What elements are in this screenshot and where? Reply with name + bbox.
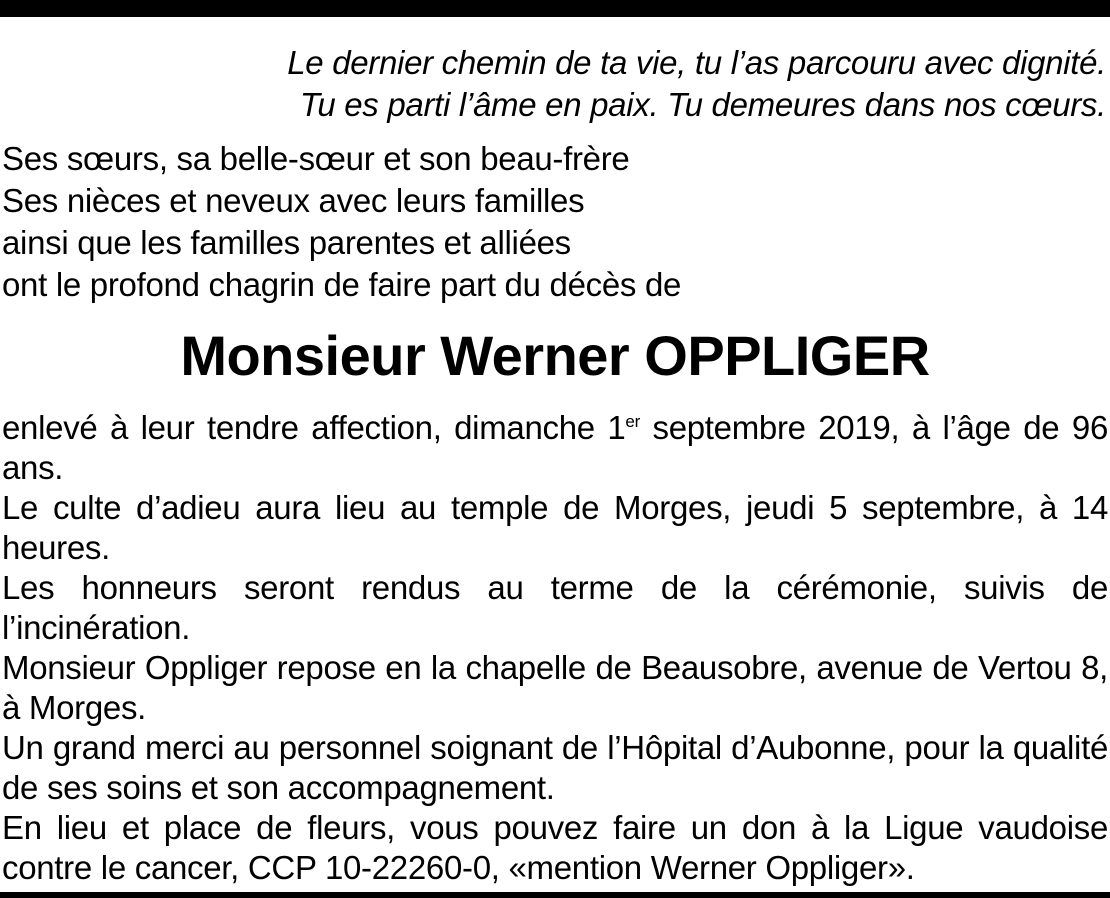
ordinal-superscript: er <box>625 412 640 431</box>
death-notice-paragraph <box>2 408 1108 488</box>
death-notice-text-end: septembre 2019, à l’âge de 96 ans. <box>2 409 1108 486</box>
announcer-line: ont le profond chagrin de faire part du décès de <box>2 266 682 303</box>
epigraph-line: Tu es parti l’âme en paix. Tu demeures dans nos cœurs. <box>299 86 1106 123</box>
death-notice-text-start: enlevé à leur tendre affection, dimanche 1 <box>2 409 626 446</box>
top-border-rule <box>0 0 1110 17</box>
ceremony-paragraph: Le culte d’adieu aura lieu au temple de Morges, jeudi 5 septembre, à 14 heures. <box>2 489 1108 566</box>
epigraph-line: Le dernier chemin de ta vie, tu l’as parcouru avec dignité. <box>287 44 1106 81</box>
honours-paragraph: Les honneurs seront rendus au terme de la cérémonie, suivis de l’incinération. <box>2 569 1108 646</box>
notice-body <box>2 408 1108 888</box>
donation-paragraph: En lieu et place de fleurs, vous pouvez faire un don à la Ligue vaudoise contre le cancer, CCP 10-22260-0, «mention Werner Oppliger». <box>2 809 1108 886</box>
rest-location-paragraph: Monsieur Oppliger repose en la chapelle de Beausobre, avenue de Vertou 8, à Morges. <box>2 649 1108 726</box>
deceased-name: Monsieur Werner OPPLIGER <box>180 324 930 387</box>
family-announcers <box>2 138 681 306</box>
announcer-line: ainsi que les familles parentes et alliées <box>2 224 571 261</box>
thanks-paragraph: Un grand merci au personnel soignant de l’Hôpital d’Aubonne, pour la qualité de ses soins et son accompagnement. <box>2 729 1108 806</box>
announcer-line: Ses sœurs, sa belle-sœur et son beau-frère <box>2 140 630 177</box>
epigraph-verse <box>287 42 1106 126</box>
bottom-border-rule <box>0 892 1110 898</box>
announcer-line: Ses nièces et neveux avec leurs familles <box>2 182 585 219</box>
